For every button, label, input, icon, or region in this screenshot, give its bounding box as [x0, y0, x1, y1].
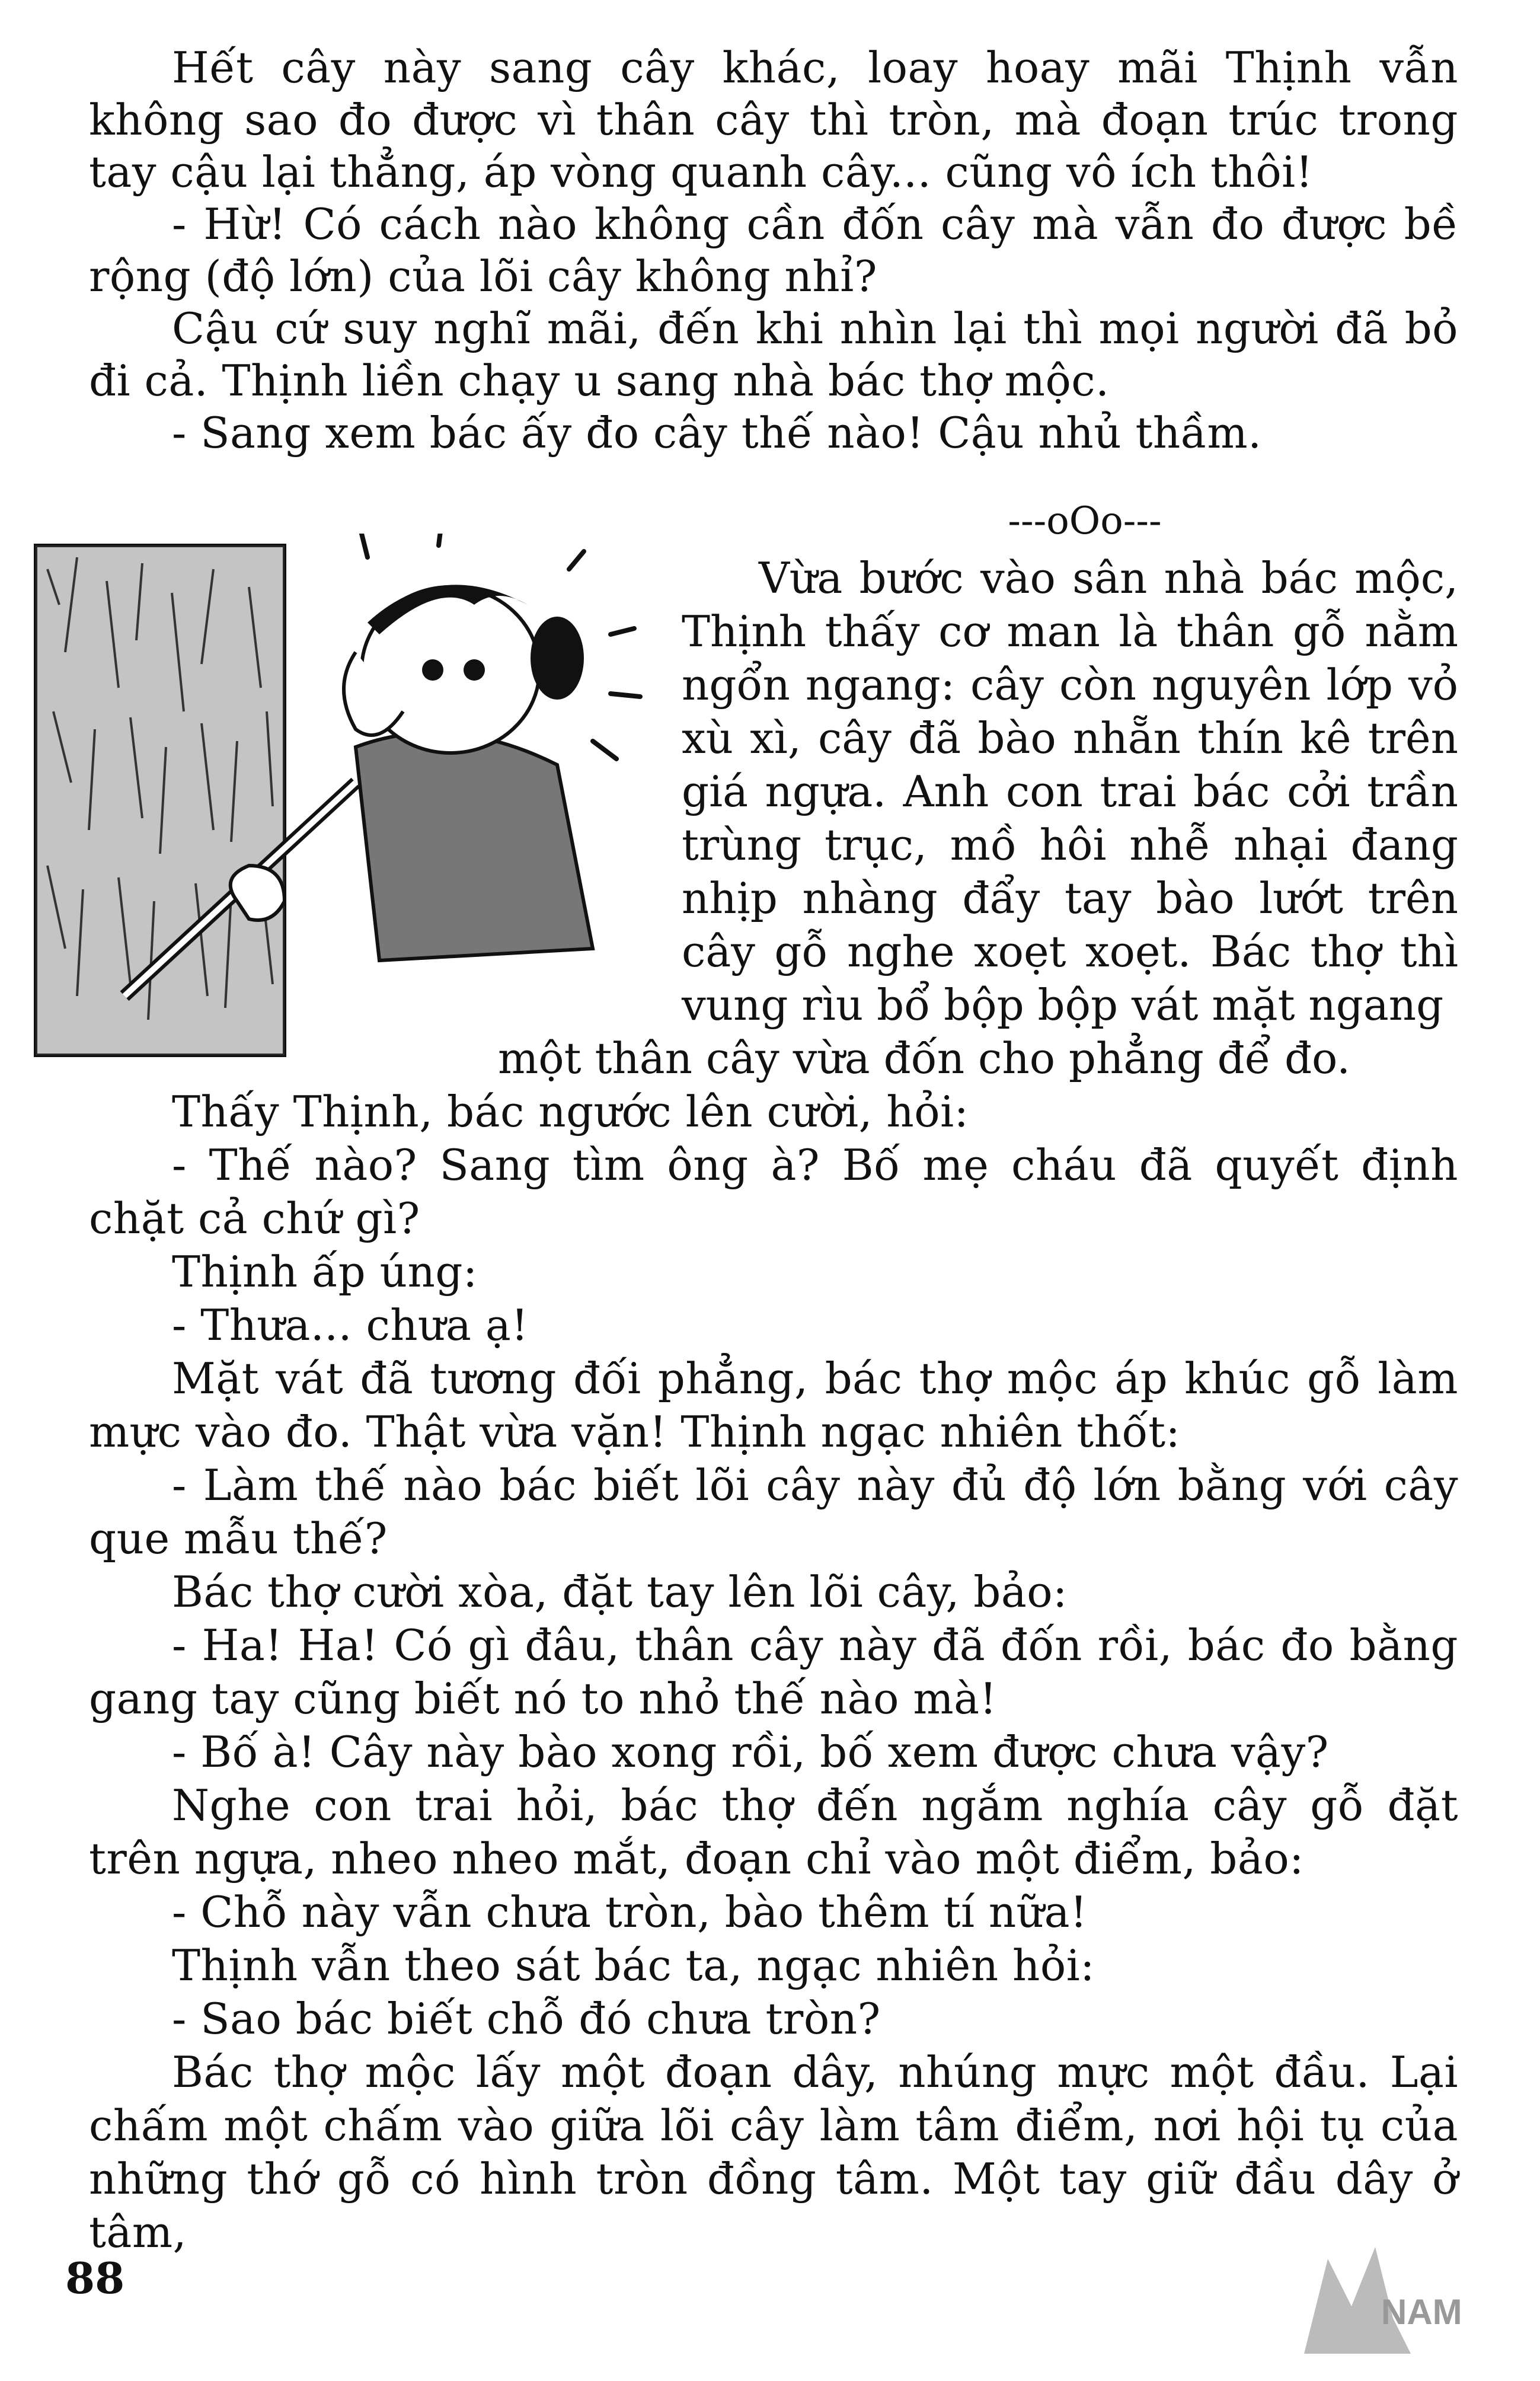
paragraph: Thấy Thịnh, bác ngước lên cười, hỏi:	[172, 1087, 969, 1137]
page-number: 88	[65, 2253, 125, 2303]
paragraph: Cậu cứ suy nghĩ mãi, đến khi nhìn lại thì mọi người đã bỏ đi cả. Thịnh liền chạy u sang nhà bác thợ mộc.	[89, 304, 1458, 406]
paragraph: - Bố à! Cây này bào xong rồi, bố xem được chưa vậy?	[172, 1727, 1329, 1777]
paragraph: Thịnh ấp úng:	[172, 1247, 478, 1297]
top-text-block	[89, 42, 1458, 459]
paragraph: Mặt vát đã tương đối phẳng, bác thợ mộc áp khúc gỗ làm mực vào đo. Thật vừa vặn! Thịnh ngạc nhiên thốt:	[89, 1354, 1458, 1457]
paragraph: - Chỗ này vẫn chưa tròn, bào thêm tí nữa!	[172, 1887, 1088, 1937]
paragraph: - Hừ! Có cách nào không cần đốn cây mà vẫn đo được bề rộng (độ lớn) của lõi cây không nhỉ?	[89, 199, 1458, 301]
bottom-text-block	[89, 1085, 1458, 2259]
paragraph: - Thế nào? Sang tìm ông à? Bố mẹ cháu đã quyết định chặt cả chứ gì?	[89, 1140, 1458, 1243]
section-separator: ---oOo---	[1008, 499, 1162, 543]
paragraph: - Sao bác biết chỗ đó chưa tròn?	[172, 1994, 881, 2044]
boy-measuring-tree-illustration	[24, 534, 664, 1067]
logo-text: NAM	[1381, 2292, 1462, 2332]
paragraph: - Làm thế nào bác biết lõi cây này đủ độ lớn bằng với cây que mẫu thế?	[89, 1460, 1458, 1563]
paragraph: Thịnh vẫn theo sát bác ta, ngạc nhiên hỏi:	[172, 1940, 1095, 1990]
paragraph: Hết cây này sang cây khác, loay hoay mãi Thịnh vẫn không sao đo được vì thân cây thì tròn, mà đoạn trúc trong tay cậu lại thẳng, áp vòng quanh cây... cũng vô ích thôi!	[89, 43, 1458, 197]
paragraph: Vừa bước vào sân nhà bác mộc, Thịnh thấy cơ man là thân gỗ nằm ngổn ngang: cây còn nguyên lớp vỏ xù xì, cây đã bào nhẵn thín kê trên giá ngựa. Anh con trai bác cởi trần trùng trục, mồ hôi nhễ nhại đang nhịp nhàng đẩy tay bào lướt trên cây gỗ nghe xoẹt xoẹt. Bác thợ thì vung rìu bổ bộp bộp vát mặt ngang	[682, 553, 1458, 1030]
paragraph: Bác thợ cười xòa, đặt tay lên lõi cây, bảo:	[172, 1567, 1068, 1617]
wrapped-paragraph	[682, 551, 1458, 1032]
paragraph: - Sang xem bác ấy đo cây thế nào! Cậu nhủ thầm.	[172, 408, 1262, 458]
wrapped-paragraph-end: một thân cây vừa đốn cho phẳng để đo.	[498, 1033, 1350, 1083]
publisher-logo	[1292, 2235, 1470, 2366]
paragraph: - Ha! Ha! Có gì đâu, thân cây này đã đốn rồi, bác đo bằng gang tay cũng biết nó to nhỏ thế nào mà!	[89, 1620, 1458, 1723]
paragraph: - Thưa... chưa ạ!	[172, 1300, 529, 1350]
paragraph: Bác thợ mộc lấy một đoạn dây, nhúng mực một đầu. Lại chấm một chấm vào giữa lõi cây làm tâm điểm, nơi hội tụ của những thớ gỗ có hình tròn đồng tâm. Một tay giữ đầu dây ở tâm,	[89, 2047, 1458, 2257]
paragraph: Nghe con trai hỏi, bác thợ đến ngắm nghía cây gỗ đặt trên ngựa, nheo nheo mắt, đoạn chỉ vào một điểm, bảo:	[89, 1780, 1458, 1884]
